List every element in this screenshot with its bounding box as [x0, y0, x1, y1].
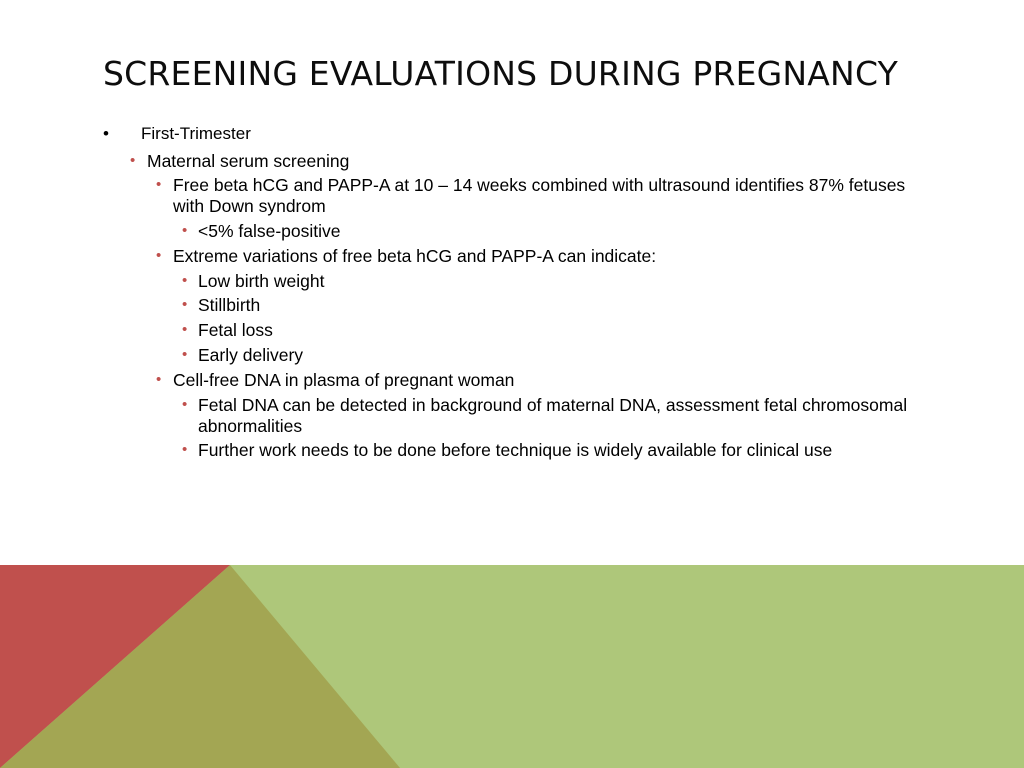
bullet-marker: • — [182, 346, 188, 364]
bullet-item-low-birth-weight — [100, 271, 920, 292]
bullet-item-further-work — [100, 440, 920, 461]
bullet-text: First-Trimester — [141, 124, 251, 143]
bullet-marker: • — [130, 151, 136, 169]
bullet-item-fetal-dna-detected — [100, 395, 920, 436]
bullet-item-false-positive — [100, 221, 920, 242]
bullet-item-early-delivery — [100, 345, 920, 366]
decorative-color-band — [0, 565, 1024, 768]
bullet-list — [100, 124, 920, 465]
bullet-text: Early delivery — [198, 345, 304, 366]
bullet-item-maternal-serum-screening — [100, 151, 920, 172]
bullet-text: Fetal loss — [198, 320, 273, 341]
bullet-text: <5% false-positive — [198, 220, 341, 241]
bullet-item-first-trimester — [100, 124, 920, 145]
bullet-marker: • — [156, 371, 162, 389]
bullet-marker: • — [103, 124, 109, 143]
bullet-marker: • — [182, 221, 188, 239]
bullet-marker: • — [182, 396, 188, 414]
bullet-item-fetal-loss — [100, 320, 920, 341]
bullet-marker: • — [182, 321, 188, 339]
bullet-text: Maternal serum screening — [147, 150, 350, 171]
bullet-marker: • — [156, 176, 162, 194]
bullet-marker: • — [182, 441, 188, 459]
bullet-text: Extreme variations of free beta hCG and PAPP-A can indicate: — [173, 245, 657, 266]
bullet-text: Free beta hCG and PAPP-A at 10 – 14 weeks combined with ultrasound identifies 87% fetuses with Down syndrom — [173, 175, 906, 216]
bullet-item-extreme-variations — [100, 246, 920, 267]
slide-title: SCREENING EVALUATIONS DURING PREGNANCY — [103, 54, 898, 93]
bullet-text: Low birth weight — [198, 270, 325, 291]
bullet-text: Fetal DNA can be detected in background of maternal DNA, assessment fetal chromosomal abnormalities — [198, 395, 908, 436]
bullet-marker: • — [182, 271, 188, 289]
bullet-text: Stillbirth — [198, 295, 261, 316]
bullet-item-cell-free-dna — [100, 370, 920, 391]
bullet-marker: • — [156, 246, 162, 264]
bullet-item-stillbirth — [100, 295, 920, 316]
bullet-marker: • — [182, 296, 188, 314]
bullet-item-free-beta-hcg — [100, 175, 920, 216]
bullet-text: Cell-free DNA in plasma of pregnant woman — [173, 370, 515, 391]
bullet-text: Further work needs to be done before technique is widely available for clinical use — [198, 440, 833, 461]
